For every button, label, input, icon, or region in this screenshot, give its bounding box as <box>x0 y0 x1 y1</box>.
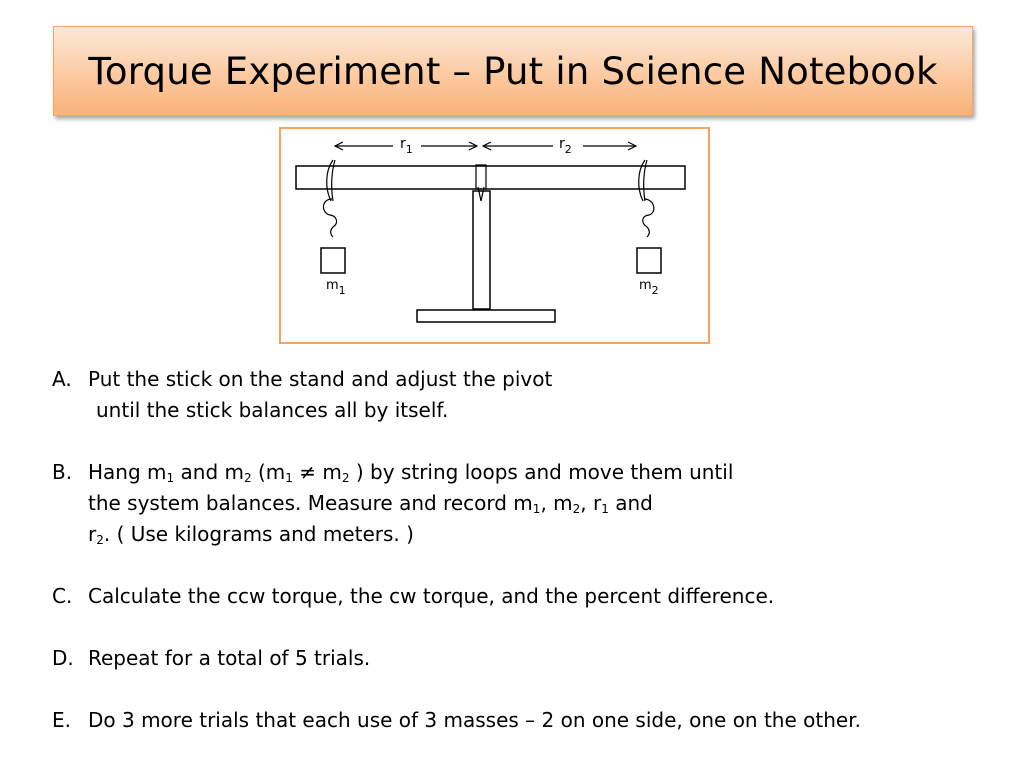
r1-label: $r_1$ <box>400 136 413 156</box>
step-e-text: Do 3 more trials that each use of 3 masses – 2 on one side, one on the other. <box>88 708 861 732</box>
pivot <box>476 165 486 189</box>
step-a-line2: until the stick balances all by itself. <box>96 398 449 422</box>
balance-diagram-svg <box>281 129 708 342</box>
step-a <box>52 364 1012 426</box>
page-title: Torque Experiment – Put in Science Notebook <box>88 49 938 93</box>
right-string-loop <box>639 160 654 237</box>
mass-m2 <box>637 248 661 273</box>
step-c-text: Calculate the ccw torque, the cw torque, and the percent difference. <box>88 584 775 608</box>
stand-post <box>473 191 490 309</box>
mass-m1 <box>321 248 345 273</box>
step-letter: A. <box>52 367 72 391</box>
balance-diagram <box>279 127 710 344</box>
step-letter: E. <box>52 708 71 732</box>
instruction-steps <box>52 364 1012 767</box>
stand-base <box>417 310 555 322</box>
step-letter: B. <box>52 460 73 484</box>
title-banner <box>53 26 973 116</box>
m1-label: $m_1$ <box>326 278 346 297</box>
m2-label: $m_2$ <box>639 278 659 297</box>
step-letter: D. <box>52 646 74 670</box>
step-a-line1: Put the stick on the stand and adjust the pivot <box>88 367 553 391</box>
step-letter: C. <box>52 584 73 608</box>
step-c <box>52 581 1012 612</box>
step-d-text: Repeat for a total of 5 trials. <box>88 646 371 670</box>
left-string-loop <box>323 160 336 237</box>
step-d <box>52 643 1012 674</box>
r2-label: $r_2$ <box>559 136 572 156</box>
step-e <box>52 705 1012 736</box>
step-b-line2: the system balances. Measure and record $m_1$, $m_2$, $r_1$ and <box>88 491 653 516</box>
stick <box>296 166 685 189</box>
step-b-line1: Hang $m_1$ and $m_2$ ($m_1 \ne m_2$ ) by string loops and move them until <box>88 460 734 485</box>
step-b <box>52 457 1012 550</box>
step-b-line3: $r_2$. ( Use kilograms and meters. ) <box>88 522 414 547</box>
